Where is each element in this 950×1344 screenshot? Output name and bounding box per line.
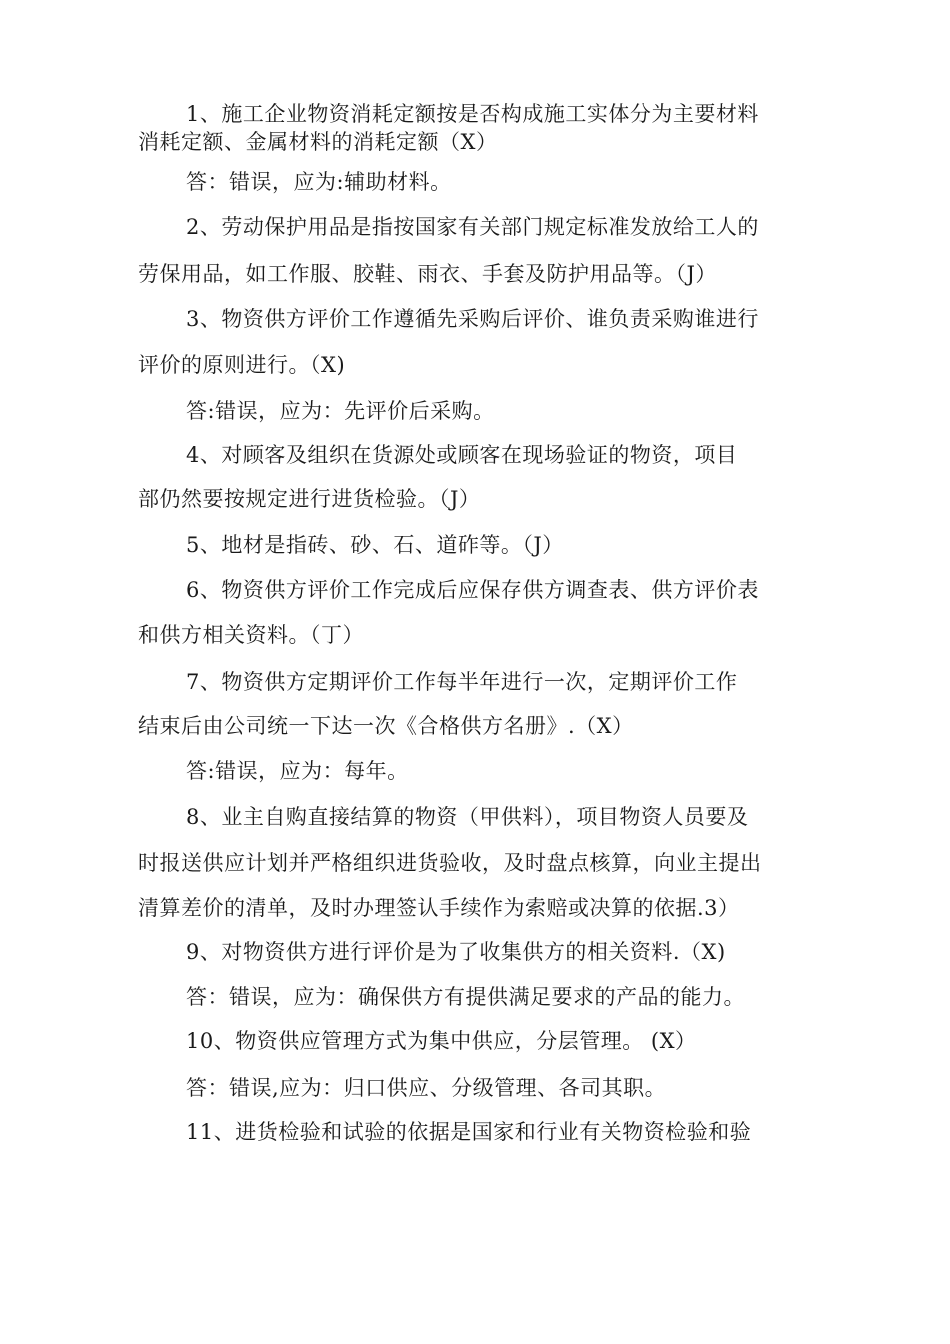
question-8-line-3: 清算差价的清单，及时办理签认手续作为索赔或决算的依据.3） — [138, 896, 740, 920]
question-6-line-2: 和供方相关资料。（丁） — [138, 623, 364, 647]
question-5: 5、地材是指砖、砂、石、道砟等。（J） — [186, 533, 564, 557]
answer-7: 答:错误，应为：每年。 — [186, 759, 409, 783]
question-11-line-1: 11、进货检验和试验的依据是国家和行业有关物资检验和验 — [186, 1120, 752, 1144]
question-10: 10、物资供应管理方式为集中供应，分层管理。 (X） — [186, 1029, 697, 1053]
question-3-line-2: 评价的原则进行。（X) — [138, 353, 346, 377]
answer-10: 答：错误,应为：归口供应、分级管理、各司其职。 — [186, 1076, 667, 1100]
question-8-line-2: 时报送供应计划并严格组织进货验收，及时盘点核算，向业主提出 — [138, 851, 762, 875]
question-1-line-2: 消耗定额、金属材料的消耗定额（X） — [138, 130, 498, 154]
question-6-line-1: 6、物资供方评价工作完成后应保存供方调查表、供方评价表 — [186, 578, 759, 602]
question-4-line-1: 4、对顾客及组织在货源处或顾客在现场验证的物资，项目 — [186, 443, 738, 467]
question-3-line-1: 3、物资供方评价工作遵循先采购后评价、谁负责采购谁进行 — [186, 307, 759, 331]
answer-9: 答：错误，应为：确保供方有提供满足要求的产品的能力。 — [186, 985, 745, 1009]
question-9: 9、对物资供方进行评价是为了收集供方的相关资料.（X) — [186, 940, 726, 964]
question-2-line-1: 2、劳动保护用品是指按国家有关部门规定标准发放给工人的 — [186, 215, 759, 239]
question-4-line-2: 部仍然要按规定进行进货检验。（J） — [138, 487, 481, 511]
question-2-line-2: 劳保用品，如工作服、胶鞋、雨衣、手套及防护用品等。（J） — [138, 262, 717, 286]
question-8-line-1: 8、业主自购直接结算的物资（甲供料），项目物资人员要及 — [186, 805, 749, 829]
question-7-line-1: 7、物资供方定期评价工作每半年进行一次，定期评价工作 — [186, 670, 738, 694]
answer-3: 答:错误，应为：先评价后采购。 — [186, 399, 495, 423]
question-7-line-2: 结束后由公司统一下达一次《合格供方名册》.（X） — [138, 714, 634, 738]
answer-1: 答：错误，应为:辅助材料。 — [186, 170, 452, 194]
question-1-line-1: 1、施工企业物资消耗定额按是否构成施工实体分为主要材料 — [186, 102, 759, 126]
